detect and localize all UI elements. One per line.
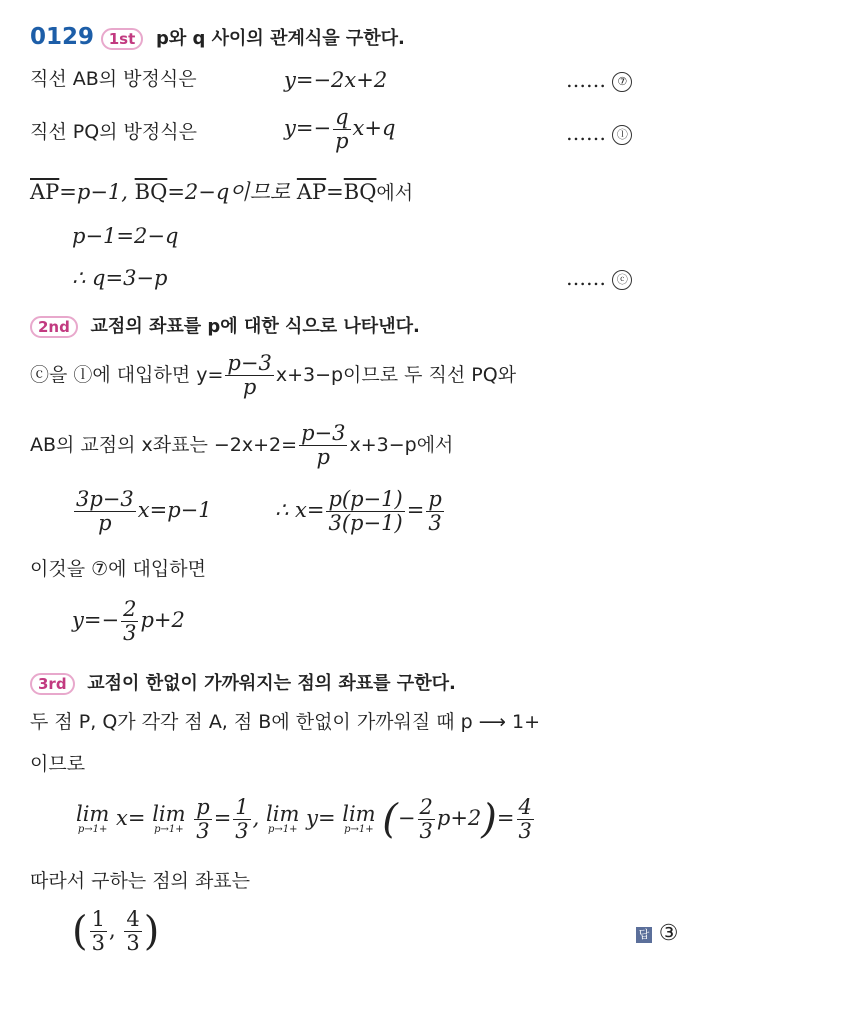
step1-badge: 1st bbox=[101, 28, 144, 50]
marker-1: …… ⑦ bbox=[566, 70, 632, 92]
step2-title: 교점의 좌표를 p에 대한 식으로 나타낸다. bbox=[90, 316, 420, 337]
step1-title: p와 q 사이의 관계식을 구한다. bbox=[155, 28, 405, 49]
step3-title: 교점이 한없이 가까워지는 점의 좌표를 구한다. bbox=[87, 673, 456, 694]
answer-label-icon: 답 bbox=[636, 927, 652, 943]
step2-line3: $\frac{3p-3}{p}$ x=p−1 ∴ x= $\frac{p(p-1)}{3(p-1)}$ = $\frac{p}{3}$ bbox=[76, 487, 442, 536]
marker-3: …… ⓒ bbox=[566, 268, 632, 290]
answer-value: ③ bbox=[658, 921, 679, 946]
step3-line1: 두 점 P, Q가 각각 점 A, 점 B에 한없이 가까워질 때 p ⟶ 1+ bbox=[30, 711, 541, 733]
marker-2: …… ⓛ bbox=[566, 123, 632, 145]
step2-header bbox=[30, 315, 420, 338]
problem-number: 0129 bbox=[30, 24, 95, 50]
step3-header bbox=[30, 672, 456, 695]
step2-badge: 2nd bbox=[30, 316, 78, 338]
line-pq-equation: y=− $\frac{q}{p}$ x+q bbox=[284, 105, 396, 154]
step1-header bbox=[30, 26, 405, 50]
step2-line4: 이것을 ⑦에 대입하면 bbox=[30, 558, 206, 580]
eq-2: ∴ q=3−p bbox=[72, 266, 168, 290]
line-ab-label: 직선 AB의 방정식은 bbox=[30, 68, 197, 90]
step2-line2: AB의 교점의 x좌표는 −2x+2= $\frac{p-3}{p}$ x+3−p에서 bbox=[30, 421, 454, 470]
step3-line2: 이므로 bbox=[30, 753, 86, 775]
ap-bq-line: $\overline{AP}=p-1$, $\overline{BQ}=2-q$이므로 $\overline{AP}=\overline{BQ}$에서 bbox=[30, 180, 414, 204]
limit-line: lim p→1+ x= lim p→1+ $\frac{p}{3}$ = $\frac{1}{3}$ , lim p→1+ y= lim p→1+ (− $\frac{2}{3}$ p+2)= $\frac{4}{3}$ bbox=[76, 795, 532, 844]
line-pq-label: 직선 PQ의 방정식은 bbox=[30, 121, 197, 143]
step3-line4: 따라서 구하는 점의 좌표는 bbox=[30, 870, 251, 892]
answer bbox=[636, 923, 678, 945]
eq-1: p−1=2−q bbox=[72, 224, 179, 248]
step2-line1: ⓒ을 ⓛ에 대입하면 y= $\frac{p-3}{p}$ x+3−p이므로 두 직선 PQ와 bbox=[30, 351, 517, 400]
step3-badge: 3rd bbox=[30, 673, 75, 695]
step2-line5: y=− $\frac{2}{3}$ p+2 bbox=[72, 597, 185, 646]
final-point: ( $\frac{1}{3}$ , $\frac{4}{3}$ ) bbox=[72, 907, 160, 956]
line-ab-equation: y=−2x+2 bbox=[284, 68, 388, 92]
